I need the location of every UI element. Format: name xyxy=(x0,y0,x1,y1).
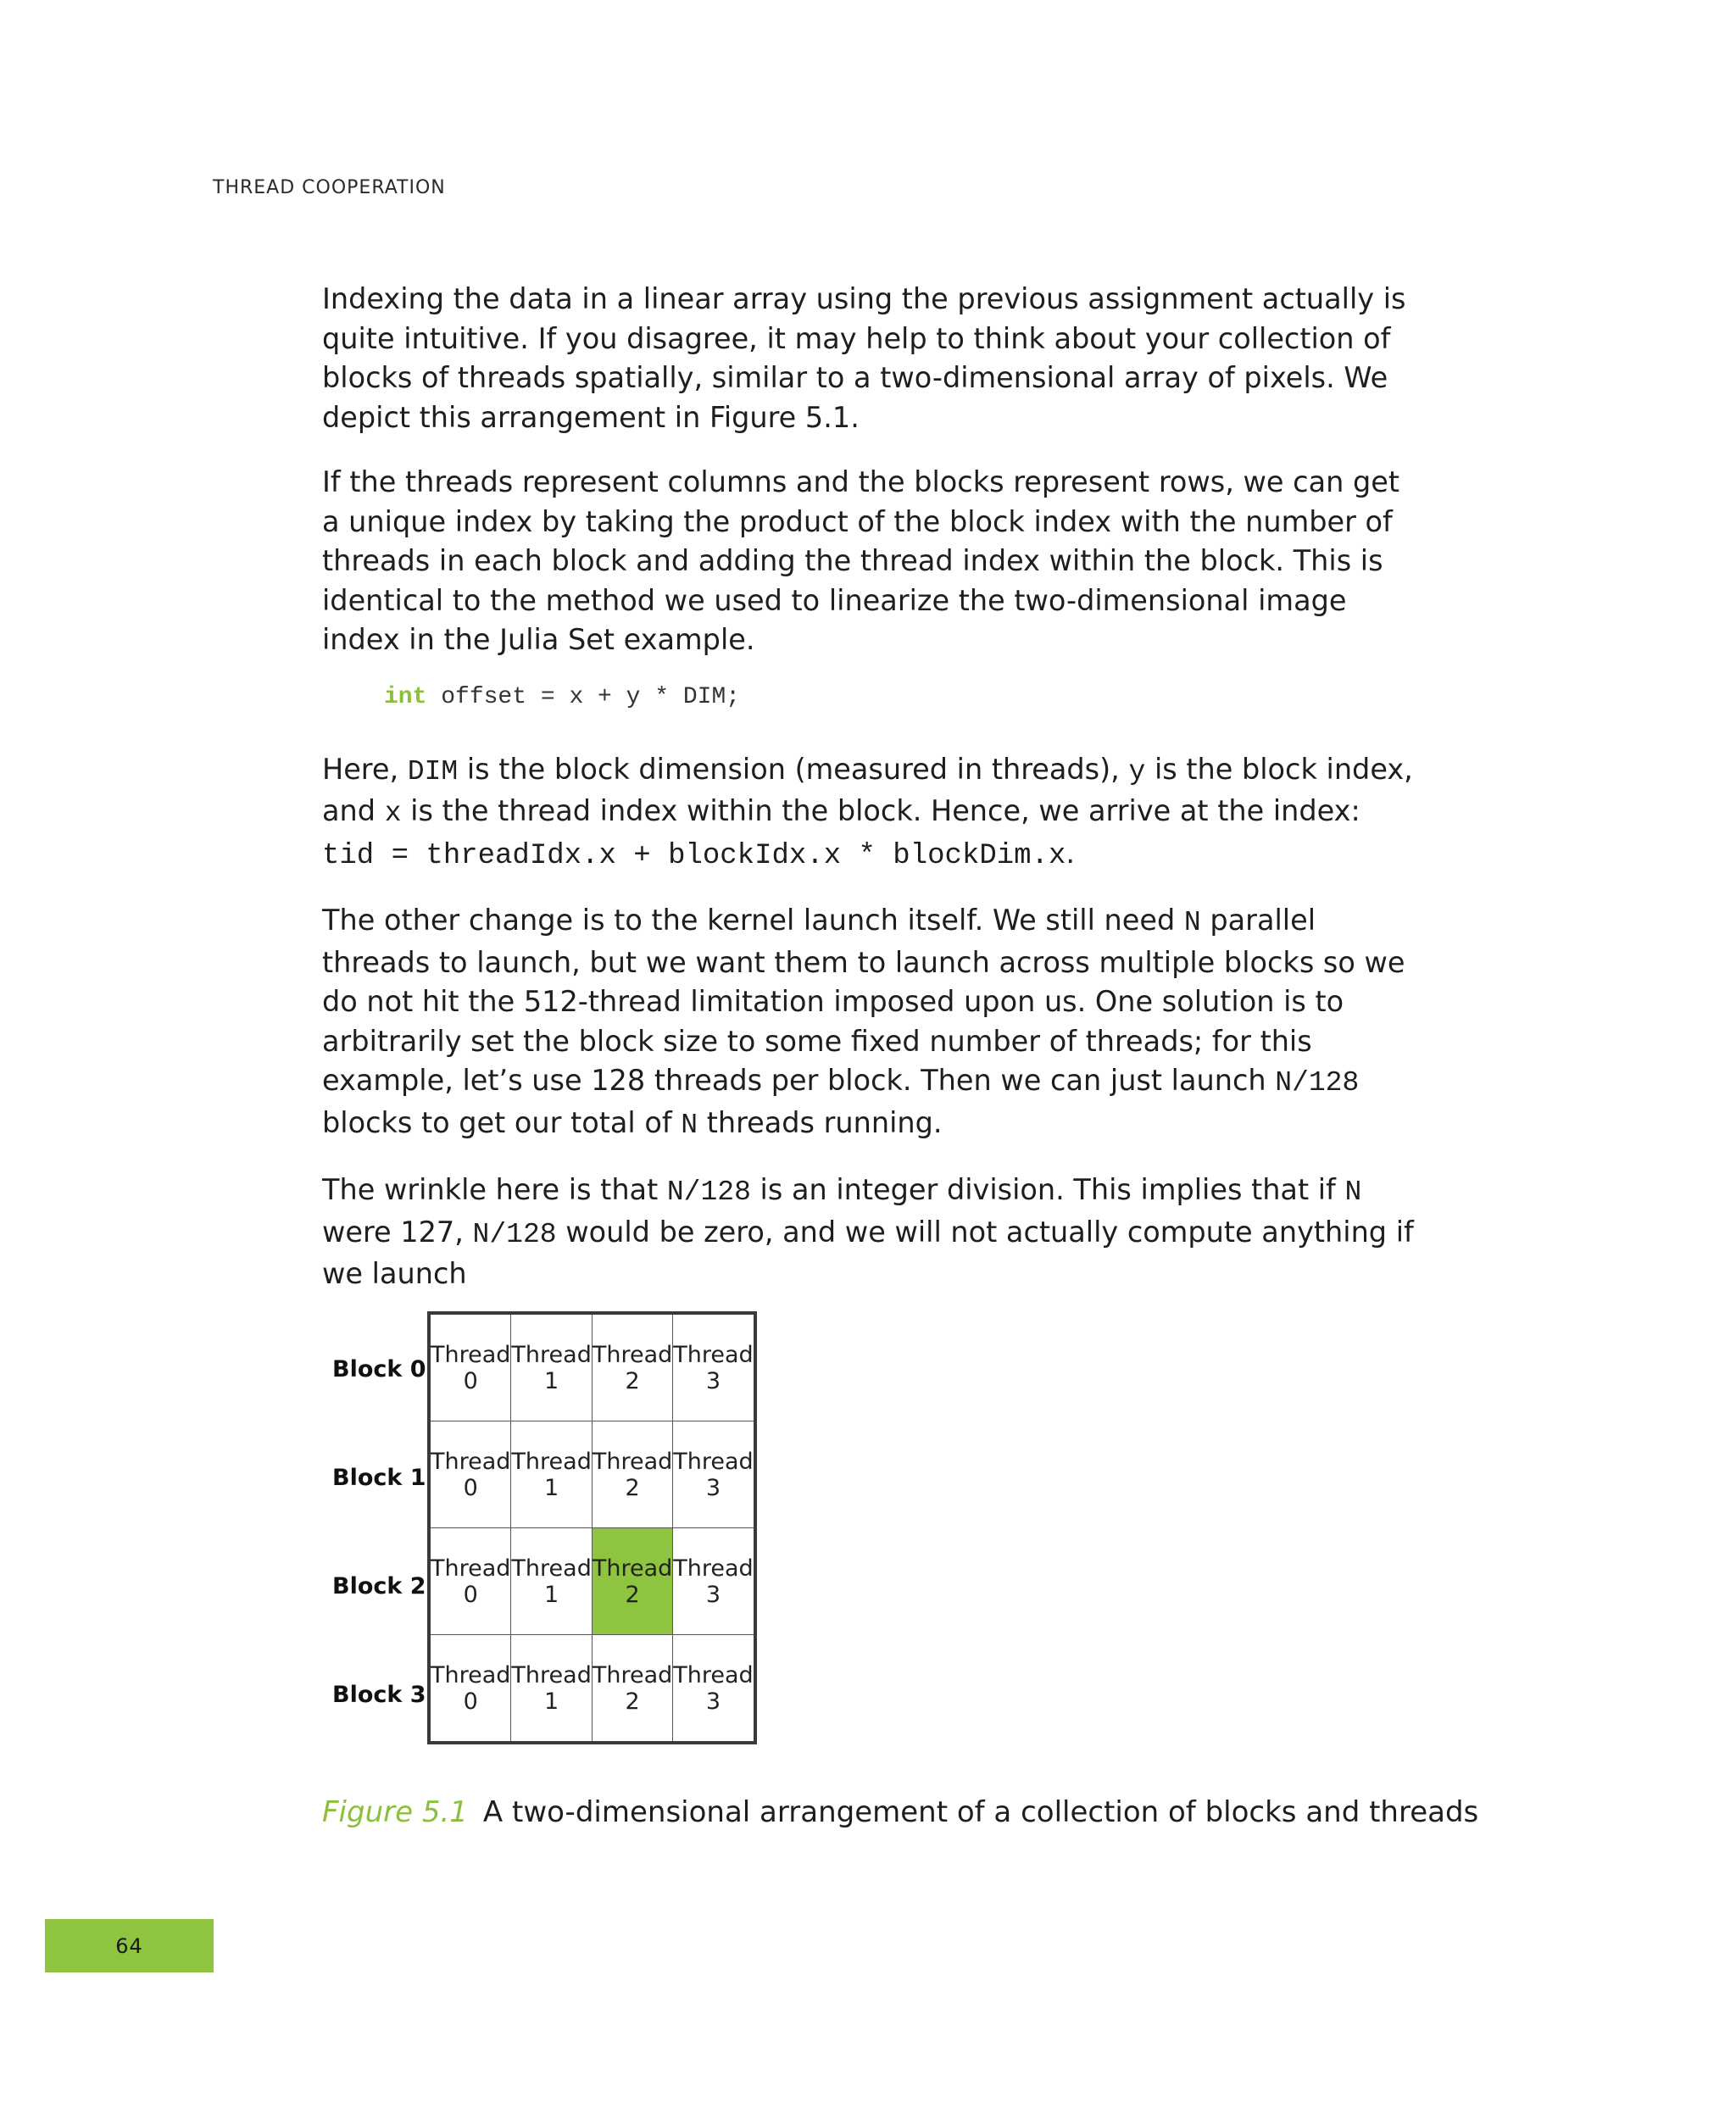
block-label: Block 2 xyxy=(332,1572,426,1599)
body-text xyxy=(322,280,1424,1320)
thread-cell: Thread 2 xyxy=(592,1635,672,1744)
text-run: is an integer division. This implies that if xyxy=(750,1173,1345,1206)
running-head: THREAD COOPERATION xyxy=(213,177,446,198)
inline-code: N xyxy=(681,1109,698,1141)
text-run: Here, xyxy=(322,752,408,786)
thread-cell: Thread 3 xyxy=(673,1313,755,1421)
thread-cell: Thread 2 xyxy=(592,1421,672,1528)
inline-code: N/128 xyxy=(472,1218,557,1250)
thread-cell: Thread 3 xyxy=(673,1635,755,1744)
block-label: Block 1 xyxy=(332,1464,426,1491)
inline-code: N xyxy=(1344,1177,1362,1208)
grid-row xyxy=(429,1635,755,1744)
block-label: Block 0 xyxy=(332,1355,426,1382)
inline-code: N/128 xyxy=(666,1177,751,1208)
paragraph-3 xyxy=(322,750,1424,876)
thread-cell: Thread 3 xyxy=(673,1528,755,1635)
thread-cell: Thread 0 xyxy=(429,1635,511,1744)
paragraph-5 xyxy=(322,1171,1424,1294)
block-label: Block 3 xyxy=(332,1681,426,1708)
grid-row xyxy=(429,1528,755,1635)
thread-cell: Thread 1 xyxy=(511,1313,592,1421)
text-run: and xyxy=(322,794,385,827)
thread-cell-highlighted: Thread 2 xyxy=(592,1528,672,1635)
page-number: 64 xyxy=(45,1919,214,1972)
text-run: is the block dimension (measured in threads), xyxy=(458,752,1129,786)
thread-grid-table xyxy=(427,1311,757,1744)
thread-cell: Thread 3 xyxy=(673,1421,755,1528)
thread-cell: Thread 0 xyxy=(429,1528,511,1635)
text-run: would be zero, and we will not actually compute anything if we launch xyxy=(322,1215,1414,1290)
text-run: . xyxy=(1066,836,1075,870)
inline-code: y xyxy=(1128,755,1146,787)
inline-code: N xyxy=(1183,907,1201,938)
figure-label: Figure 5.1 xyxy=(322,1795,468,1829)
paragraph-2: If the threads represent columns and the blocks represent rows, we can get a unique index by taking the product of the block index with the number of threads in each block and adding the thread index within the block. This is identical to the method we used to linearize the two-dimensional image index in the Julia Set example. xyxy=(322,465,1400,656)
thread-cell: Thread 1 xyxy=(511,1421,592,1528)
paragraph-4 xyxy=(322,901,1424,1145)
text-run: The wrinkle here is that xyxy=(322,1173,667,1206)
code-rest: offset = x + y * DIM; xyxy=(426,683,741,710)
thread-cell: Thread 2 xyxy=(592,1313,672,1421)
text-run: is the thread index within the block. Hence, we arrive at the index: xyxy=(401,794,1360,827)
inline-code: N/128 xyxy=(1275,1067,1360,1099)
caption-text: A two-dimensional arrangement of a collection of blocks and threads xyxy=(482,1795,1479,1829)
code-keyword: int xyxy=(384,683,427,710)
code-snippet xyxy=(384,681,1424,715)
grid-row xyxy=(429,1421,755,1528)
inline-code: x xyxy=(384,798,402,829)
text-run: were 127, xyxy=(322,1215,473,1249)
thread-cell: Thread 1 xyxy=(511,1635,592,1744)
grid-row xyxy=(429,1313,755,1421)
thread-cell: Thread 0 xyxy=(429,1313,511,1421)
text-run: is the block index, xyxy=(1145,752,1413,786)
figure-caption xyxy=(322,1795,1478,1829)
text-run: blocks to get our total of xyxy=(322,1105,682,1139)
paragraph-1: Indexing the data in a linear array using the previous assignment actually is quite intuitive. If you disagree, it may help to think about your collection of blocks of threads spatially, similar to a two-dimensional array of pixels. We depict this arrangement in Figure 5.1. xyxy=(322,282,1406,434)
thread-cell: Thread 0 xyxy=(429,1421,511,1528)
inline-code: DIM xyxy=(407,755,459,787)
text-run: parallel threads to launch, but we want them to launch across multiple blocks so we do not hit the 512-thread limitation imposed upon us. One solution is to arbitrarily set the block size to some fixed number of threads; for this example, let’s use 128 threads per block. Then we can just launch xyxy=(322,904,1405,1097)
text-run: threads running. xyxy=(698,1105,943,1139)
thread-cell: Thread 1 xyxy=(511,1528,592,1635)
text-run: The other change is to the kernel launch itself. We still need xyxy=(322,904,1184,937)
inline-code: tid = threadIdx.x + blockIdx.x * blockDim.x xyxy=(322,839,1066,872)
